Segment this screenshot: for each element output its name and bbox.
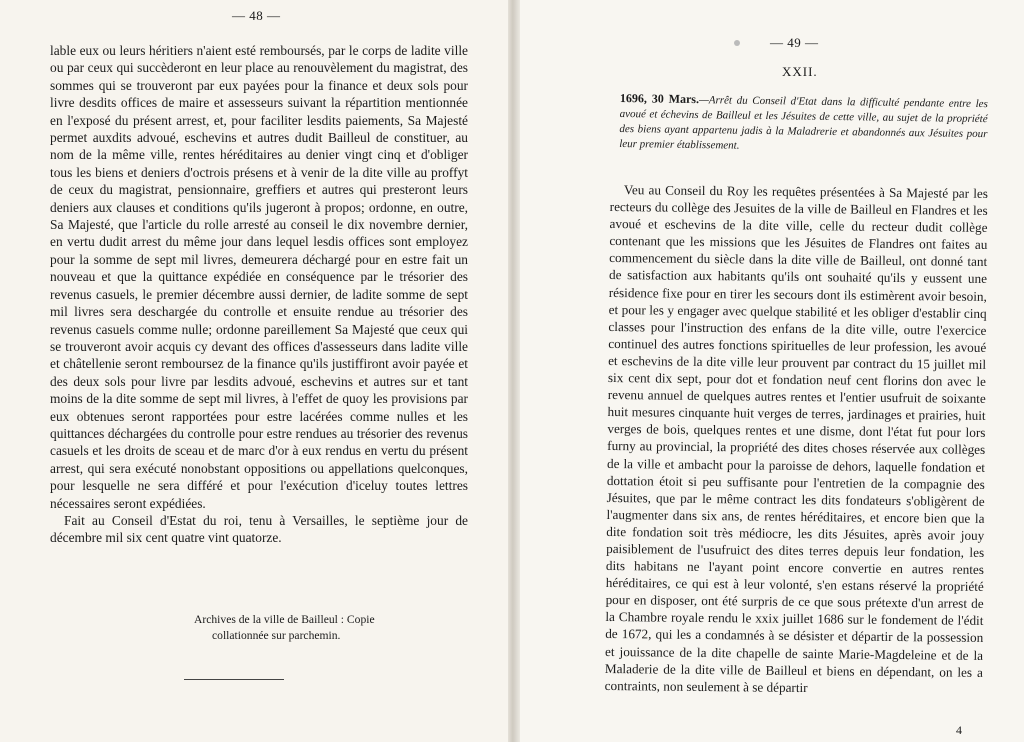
document-summary xyxy=(619,91,988,157)
chapter-number: XXII. xyxy=(782,64,818,79)
page-number: — 48 — xyxy=(232,8,281,23)
left-body-text xyxy=(50,42,468,547)
paragraph: lable eux ou leurs héritiers n'aient esté remboursés, par le corps de ladite ville ou par ceux qui succèderont en leur place au renouvèlement du magistrat, des sommes qui se trouveront par eux payées pour la finance et deux sols pour livre desdits offices de maire et assesseurs suivant la répartition mentionnée en l'exposé du présent arrest, et, pour faciliter lesdits paiements, Sa Majesté permet auxdits advoué, eschevins et autres dudit Bailleul de constituer, au nom de la même ville, rentes héréditaires au denier vingt cinq et d'obliger tous les biens et deniers d'octrois présens et à venir de la dite ville au proffyt de ceux du magistrat, pensionnaire, greffiers et autres qui presteront leurs deniers aux clauses et conditions qu'ils jugeront à propos; ordonne, en outre, Sa Majesté, que l'article du rolle arresté au conseil le dix novembre dernier, en vertu dudit arrest du même jour dans lequel lesdis offices sont employez pour la somme de sept mil livres, demeurera déchargé pour en estre fait un nouveau et que la quittance expédiée en conséquence par le trésorier des revenus casuels, le premier décembre aussi dernier, de ladite somme de sept mil livres sera deschargée du controlle et ensuite rendue au trésorier des revenus casuels comme nulle; ordonne pareillement Sa Majesté que ceux qui se trouveront avoir acquis cy devant des offices d'assesseurs dans ladite ville et châtellenie seront remboursez de la finance qu'ils justiffiront avoir payée et des deux sols pour livre par lesdits advoué, eschevins et autres sur et tant moins de la dite somme de sept mil livres, à l'effet de quoy les provisions par eux obtenues seront rapportées pour estre lacérées comme nulles et les quittances déchargées du controlle pour estre rendues au trésorier des revenus casuels et les droits de sceau et de marc d'or à eux rendus en vertu du présent arrest, qui sera exécuté nonobstant oppositions ou appellations quelconques, pour lesquelle ne sera différé et pour l'exécution d'iceluy toutes lettres nécessaires seront expédiées. xyxy=(50,43,468,511)
page-number: — 49 — xyxy=(770,35,819,50)
left-page xyxy=(0,0,508,742)
right-page xyxy=(520,0,1024,742)
section-rule xyxy=(184,679,284,680)
summary-date: 1696, 30 Mars. xyxy=(619,91,700,107)
paper-speck xyxy=(734,40,740,46)
right-body-text xyxy=(605,181,988,698)
archive-line: collationnée sur parchemin. xyxy=(212,629,341,642)
archive-source-note xyxy=(194,612,434,644)
paragraph: Veu au Conseil du Roy les requêtes présentées à Sa Majesté par les recteurs du collège des Jesuites de la ville de Bailleul en Flandres et les avoué et eschevins de la dite ville, celle du recteur dudit collège contenant que les missions que les Jésuites de Flandres ont faites au commencement du siècle dans la dite ville de Bailleul, ont donné tant de satisfaction aux habitants qu'ils ont souhaité qu'ils y eussent une résidence fixe pour en tirer les secours dont ils estimèrent avoir besoin, et pour les y engager avec quelque stabilité et les obliger d'establir cinq classes pour l'instruction des enfans de la dite ville, outre l'exercice continuel des autres fonctions spirituelles de leur profession, les avoué et eschevins de la dite ville leur prouvent par contract du 15 juillet mil six cent dix sept, pour dot et fondation neuf cent florins don avec le revenu annuel de quelques autres rentes et l'entier usufruit de soixante huit mesures cinquante huit verges de terres, jardinages et prairies, huit verges de bois, quelques rentes et une disme, dont l'état fut pour lors furny au provincial, la propriété des dites choses réservée aux collèges de la ville et ambacht pour la paroisse de dehors, laquelle fondation et dottation étoit si peu suffisante pour l'entretien de la compagnie des Jésuites, que par le même contract les dits fondateurs s'obligèrent de l'augmenter dans six ans, de rentes héréditaires, et encore bien que la dite fondation soit très médiocre, les dits Jésuites, après avoir jouy paisiblement de l'usufruict des dites terres depuis leur fondation, les dits habitans ne l'ayant point encore convertie en autres rentes héréditaires, ce qui est à leur volonté, s'en estans réservé la propriété pour en disposer, ont été surpris de ce que sous prétexte d'un arrest de la Chambre royale rendu le xxix juillet 1686 sur le fondement de l'édit de 1672, qui les a condamnés à se désister et départir de la possession et jouissance de la dite chapelle de sainte Marie-Magdeleine et de la Maladerie de la dite ville de Bailleul et biens en dépendant, on les a contraints, non seulement à se départir xyxy=(604,182,988,695)
book-gutter xyxy=(508,0,520,742)
archive-line: Archives de la ville de Bailleul : Copie xyxy=(194,613,375,626)
paragraph: Fait au Conseil d'Estat du roi, tenu à Versailles, le septième jour de décembre mil six cent quatre vint quatorze. xyxy=(50,512,468,546)
corner-number: 4 xyxy=(956,723,962,737)
summary-text: —Arrêt du Conseil d'Etat dans la difficulté pendante entre les avoué et échevins de Bailleul et les Jésuites de cette ville, au sujet de la propriété des biens ayant appartenu jadis à la Maladrerie et abandonnés aux Jésuites pour leur premier établissement. xyxy=(619,94,988,152)
